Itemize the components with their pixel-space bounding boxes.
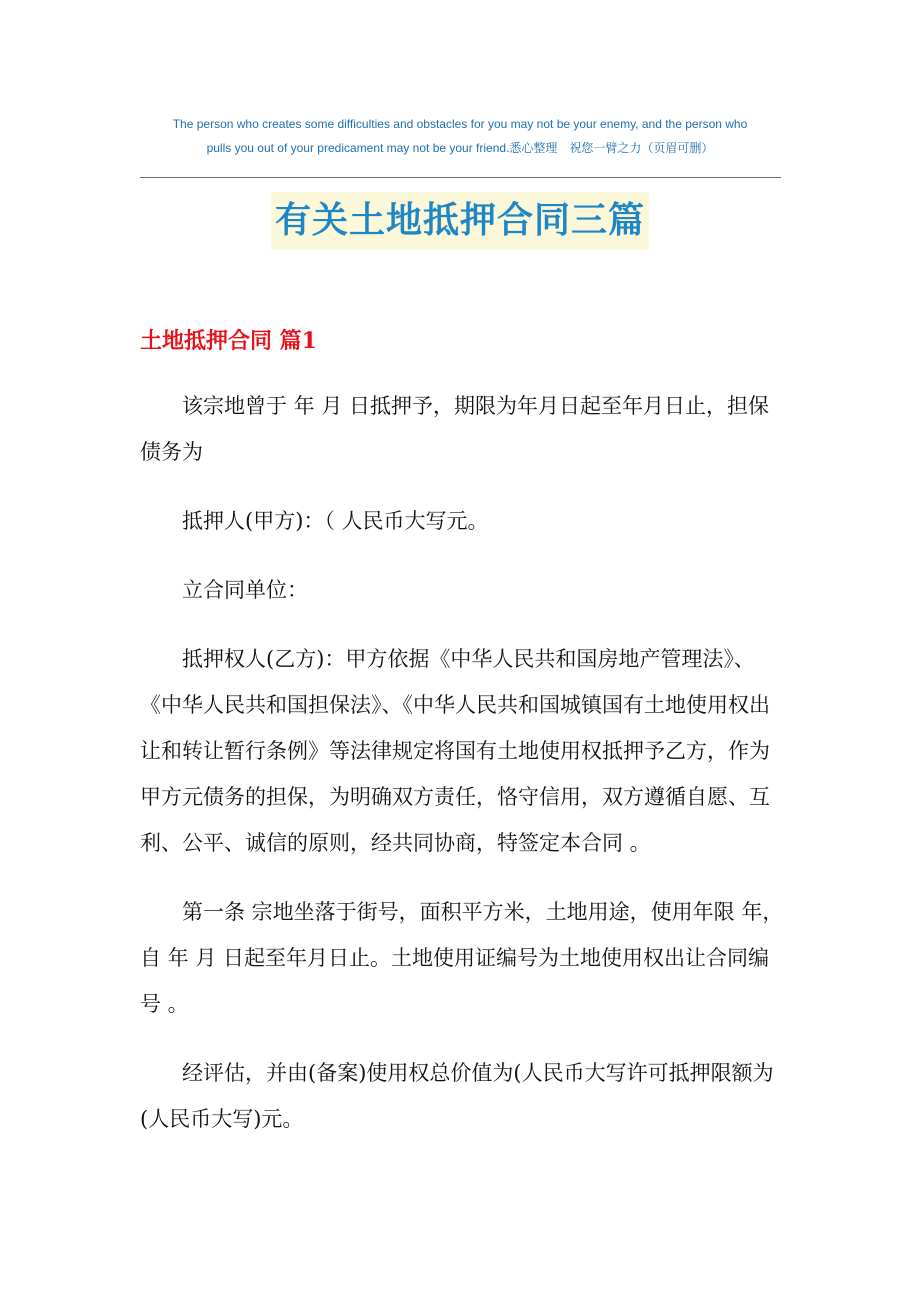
paragraph-1: 该宗地曾于 年 月 日抵押予，期限为年月日起至年月日止，担保债务为 bbox=[140, 394, 770, 464]
section-heading: 土地抵押合同 篇1 bbox=[140, 328, 317, 354]
header-quote-line-2: pulls you out of your predicament may not be your friend.悉心整理 祝您一臂之力（页眉可删） bbox=[206, 141, 714, 155]
header-divider bbox=[140, 177, 781, 178]
header-quote-line-1: The person who creates some difficulties and obstacles for you may not be your enemy, and the person who bbox=[172, 117, 748, 131]
paragraph-3: 立合同单位： bbox=[182, 578, 308, 602]
document-title: 有关土地抵押合同三篇 bbox=[271, 192, 649, 250]
document-title-block bbox=[0, 192, 920, 250]
page-header-quote bbox=[140, 112, 780, 160]
paragraph-6: 经评估，并由(备案)使用权总价值为(人民币大写许可抵押限额为(人民币大写)元。 bbox=[140, 1061, 774, 1131]
paragraph-5: 第一条 宗地坐落于街号，面积平方米，土地用途，使用年限 年，自 年 月 日起至年月日止。土地使用证编号为土地使用权出让合同编号 。 bbox=[140, 900, 784, 1016]
document-body bbox=[140, 383, 785, 1165]
paragraph-4: 抵押权人(乙方)：甲方依据《中华人民共和国房地产管理法》、《中华人民共和国担保法》、《中华人民共和国城镇国有土地使用权出让和转让暂行条例》等法律规定将国有土地使用权抵押予乙方，作为甲方元债务的担保，为明确双方责任，恪守信用，双方遵循自愿、互利、公平、诚信的原则，经共同协商，特签定本合同 。 bbox=[140, 647, 770, 855]
paragraph-2: 抵押人(甲方)：（ 人民币大写元。 bbox=[182, 509, 489, 533]
